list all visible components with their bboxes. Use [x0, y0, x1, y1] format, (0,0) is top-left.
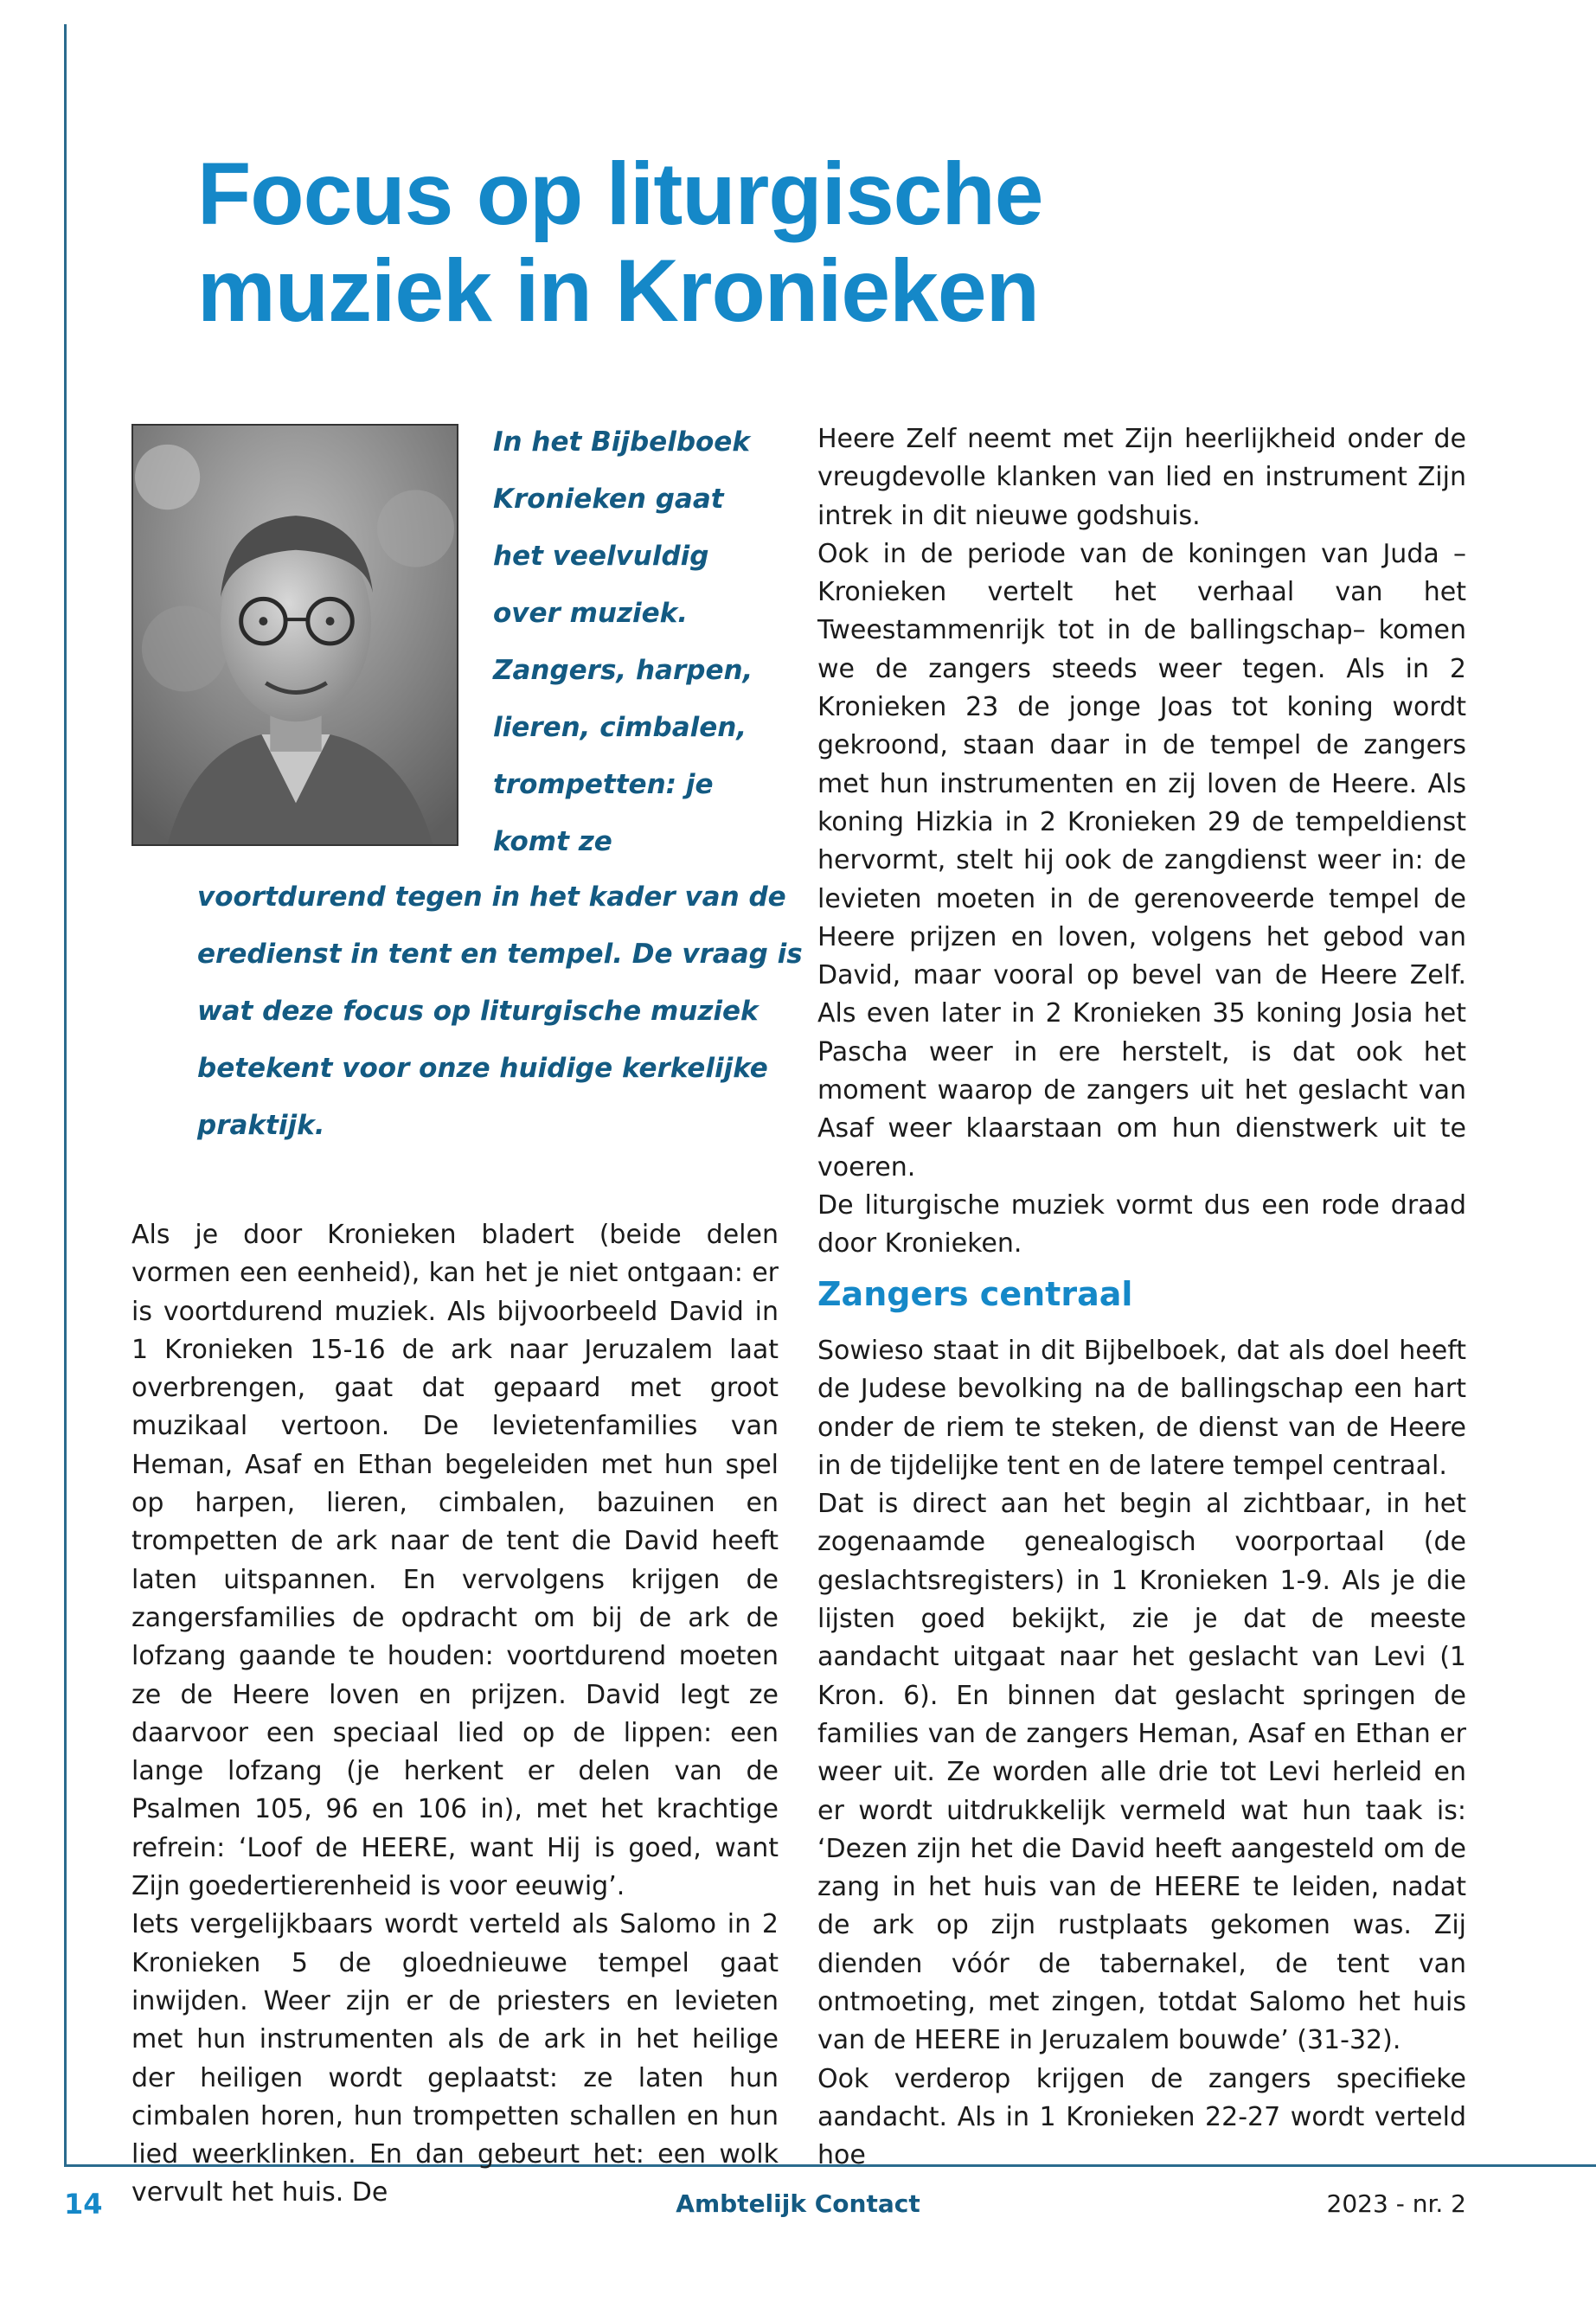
page-frame-vertical	[64, 24, 67, 2166]
right-column-bottom	[817, 1332, 1466, 2176]
paragraph: Iets vergelijkbaars wordt verteld als Salomo in 2 Kronieken 5 de gloednieuwe tempel gaat inwijden. Weer zijn er de priesters en levieten met hun instrumenten als de ark in het heilige der heiligen wordt geplaatst: ze laten hun cimbalen horen, hun trompetten schallen en hun lied weerklinken. En dan gebeurt het: een wolk vervult het huis. De	[131, 1909, 779, 2208]
magazine-name: Ambtelijk Contact	[676, 2189, 920, 2218]
portrait-image	[133, 426, 457, 844]
paragraph: Heere Zelf neemt met Zijn heerlijkheid onder de vreugdevolle klanken van lied en instrument Zijn intrek in dit nieuwe godshuis.	[817, 424, 1466, 531]
page-number: 14	[64, 2188, 103, 2221]
issue-label: 2023 - nr. 2	[1326, 2189, 1466, 2218]
article-title	[197, 145, 1408, 339]
paragraph: Ook in de periode van de koningen van Juda – Kronieken vertelt het verhaal van het Tweestammenrijk tot in de ballingschap– komen we de zangers steeds weer tegen. Als in 2 Kronieken 23 de jonge Joas tot koning wordt gekroond, staan daar in de tempel de zangers met hun instrumenten en zij loven de Heere. Als koning Hizkia in 2 Kronieken 29 de tempeldienst hervormt, stelt hij ook de zangdienst weer in: de levieten moeten in de gerenoveerde tempel de Heere prijzen en loven, volgens het gebod van David, maar vooral op bevel van de Heere Zelf. Als even later in 2 Kronieken 35 koning Josia het Pascha weer in ere herstelt, is dat ook het moment waarop de zangers uit het geslacht van Asaf weer klaarstaan om hun dienstwerk uit te voeren.	[817, 538, 1466, 1183]
paragraph: Ook verderop krijgen de zangers specifieke aandacht. Als in 1 Kronieken 22-27 wordt verteld hoe	[817, 2063, 1466, 2171]
intro-text-part-2: voortdurend tegen in het kader van de eredienst in tent en tempel. De vraag is wat deze focus op liturgische muziek betekent voor onze huidige kerkelijke praktijk.	[197, 881, 803, 1141]
title-line-2: muziek in Kronieken	[197, 241, 1039, 340]
right-column-top	[817, 420, 1466, 1264]
paragraph: Dat is direct aan het begin al zichtbaar, in het zogenaamde genealogisch voorportaal (de geslachtsregisters) in 1 Kronieken 1-9. Als je die lijsten goed bekijkt, zie je dat de meeste aandacht uitgaat naar het geslacht van Levi (1 Kron. 6). En binnen dat geslacht springen de families van de zangers Heman, Asaf en Ethan er weer uit. Ze worden alle drie tot Levi herleid en er wordt uitdrukkelijk vermeld wat hun taak is: ‘Dezen zijn het die David heeft aangesteld om de zang in het huis van de HEERE te leiden, nadat de ark op zijn rustplaats gekomen was. Zij dienden vóór de tabernakel, de tent van ontmoeting, met zingen, totdat Salomo het huis van de HEERE in Jeruzalem bouwde’ (31-32).	[817, 1489, 1466, 2056]
section-heading: Zangers centraal	[817, 1275, 1133, 1313]
left-column	[131, 1216, 779, 2213]
author-portrait	[131, 424, 458, 846]
paragraph: Als je door Kronieken bladert (beide delen vormen een eenheid), kan het je niet ontgaan: er is voortdurend muziek. Als bijvoorbeeld David in 1 Kronieken 15-16 de ark naar Jeruzalem laat overbrengen, gaat dat gepaard met groot muzikaal vertoon. De levietenfamilies van Heman, Asaf en Ethan begeleiden met hun spel op harpen, lieren, cimbalen, bazuinen en trompetten de ark naar de tent die David heeft laten uitspannen. En vervolgens krijgen de zangersfamilies de opdracht om bij de ark de lofzang gaande te houden: voortdurend moeten ze de Heere loven en prijzen. David legt ze daarvoor een speciaal lied op de lippen: een lange lofzang (je herkent er delen van de Psalmen 105, 96 en 106 in), met het krachtige refrein: ‘Loof de HEERE, want Hij is goed, want Zijn goedertierenheid is voor eeuwig’.	[131, 1220, 779, 1902]
paragraph: De liturgische muziek vormt dus een rode draad door Kronieken.	[817, 1189, 1466, 1259]
intro-text-part-1: In het Bijbelboek Kronieken gaat het veelvuldig over muziek. Zangers, harpen, lieren, cimbalen, trompetten: je komt ze	[493, 426, 753, 857]
title-line-1: Focus op liturgische	[197, 144, 1043, 243]
paragraph: Sowieso staat in dit Bijbelboek, dat als doel heeft de Judese bevolking na de ballingschap een hart onder de riem te steken, de dienst van de Heere in de tijdelijke tent en de latere tempel centraal.	[817, 1336, 1466, 1481]
